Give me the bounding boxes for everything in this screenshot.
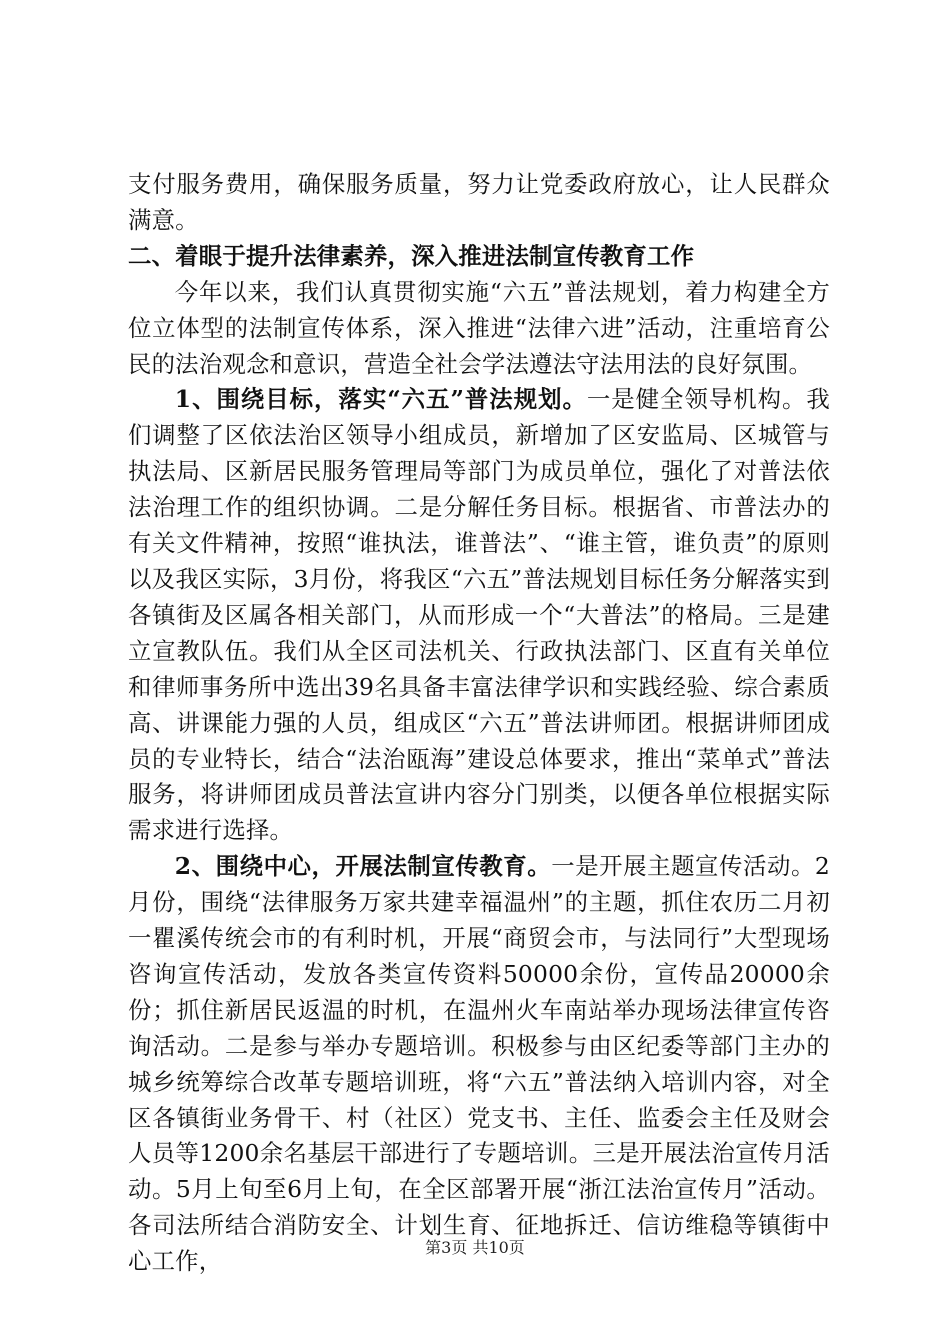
- subsection-1-paragraph: [128, 382, 830, 849]
- section-intro-paragraph: 今年以来，我们认真贯彻实施“六五”普法规划，着力构建全方位立体型的法制宣传体系，深入推进“法律六进”活动，注重培育公民的法治观念和意识，营造全社会学法遵法守法用法的良好氛围。: [128, 277, 830, 378]
- subsection-2-paragraph: [128, 849, 830, 1280]
- subsection-1-title: 1、围绕目标，落实“六五”普法规划。: [174, 385, 587, 414]
- subsection-2-title: 2、围绕中心，开展法制宣传教育。: [174, 852, 552, 881]
- page-number-footer: 第3页 共10页: [425, 1238, 525, 1257]
- subsection-1-body: 一是健全领导机构。我们调整了区依法治区领导小组成员，新增加了区安监局、区城管与执法局、区新居民服务管理局等部门为成员单位，强化了对普法依法治理工作的组织协调。二是分解任务目标。根据省、市普法办的有关文件精神，按照“谁执法，谁普法”、“谁主管，谁负责”的原则以及我区实际，3月份，将我区“六五”普法规划目标任务分解落实到各镇街及区属各相关部门，从而形成一个“大普法”的格局。三是建立宣教队伍。我们从全区司法机关、行政执法部门、区直有关单位和律师事务所中选出39名具备丰富法律学识和实践经验、综合素质高、讲课能力强的人员，组成区“六五”普法讲师团。根据讲师团成员的专业特长，结合“法治瓯海”建设总体要求，推出“菜单式”普法服务，将讲师团成员普法宣讲内容分门别类，以便各单位根据实际需求进行选择。: [128, 385, 830, 845]
- section-heading: 二、着眼于提升法律素养，深入推进法制宣传教育工作: [128, 241, 695, 270]
- subsection-2-body: 一是开展主题宣传活动。2月份，围绕“法律服务万家共建幸福温州”的主题，抓住农历二月初一瞿溪传统会市的有利时机，开展“商贸会市，与法同行”大型现场咨询宣传活动，发放各类宣传资料50000余份，宣传品20000余份；抓住新居民返温的时机，在温州火车南站举办现场法律宣传咨询活动。二是参与举办专题培训。积极参与由区纪委等部门主办的城乡统筹综合改革专题培训班，将“六五”普法纳入培训内容，对全区各镇街业务骨干、村（社区）党支书、主任、监委会主任及财会人员等1200余名基层干部进行了专题培训。三是开展法治宣传月活动。5月上旬至6月上旬，在全区部署开展“浙江法治宣传月”活动。各司法所结合消防安全、计划生育、征地拆迁、信访维稳等镇街中心工作，: [128, 852, 831, 1276]
- paragraph-continuation: 支付服务费用，确保服务质量，努力让党委政府放心，让人民群众满意。: [128, 170, 830, 234]
- document-body: [128, 167, 830, 1280]
